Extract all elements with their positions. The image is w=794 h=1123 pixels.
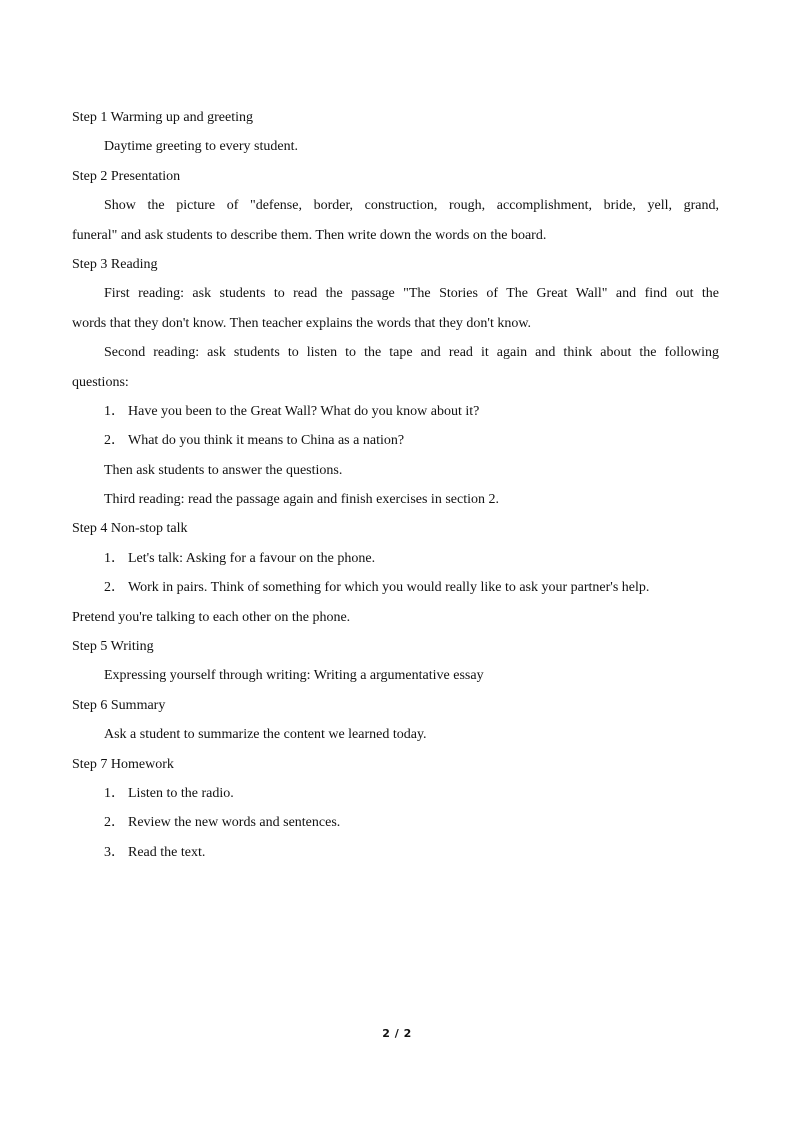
step-3-second-reading-line-1: Second reading: ask students to listen to the tape and read it again and think about the following	[104, 345, 719, 361]
step-2-line-1: Show the picture of "defense, border, construction, rough, accomplishment, bride, yell, grand,	[104, 198, 719, 214]
step-2-line-2: funeral" and ask students to describe them. Then write down the words on the board.	[72, 227, 547, 243]
step-1-heading: Step 1 Warming up and greeting	[72, 110, 253, 125]
step-6-heading: Step 6 Summary	[72, 697, 166, 713]
step-4-item-1	[72, 544, 719, 573]
list-number: 2．	[104, 815, 125, 831]
step-7-item-1	[72, 779, 719, 808]
step-5-body: Expressing yourself through writing: Writing a argumentative essay	[104, 668, 484, 684]
document-body	[72, 103, 719, 867]
list-text: Work in pairs. Think of something for which you would really like to ask your partner's help.	[128, 580, 650, 596]
list-number: 1．	[104, 550, 125, 566]
step-4-item-2-continued: Pretend you're talking to each other on the phone.	[72, 609, 351, 625]
list-number: 1．	[104, 785, 125, 801]
step-4-item-2	[72, 573, 719, 602]
list-number: 1．	[104, 403, 125, 419]
list-text: Have you been to the Great Wall? What do you know about it?	[128, 403, 480, 419]
list-number: 2．	[104, 433, 125, 449]
list-number: 3．	[104, 844, 125, 860]
step-4-heading: Step 4 Non-stop talk	[72, 521, 188, 537]
list-number: 2．	[104, 580, 125, 596]
step-3-question-1	[72, 397, 719, 426]
list-text: Let's talk: Asking for a favour on the phone.	[128, 550, 376, 566]
list-text: Listen to the radio.	[128, 785, 234, 801]
list-text: What do you think it means to China as a nation?	[128, 433, 405, 449]
step-3-then: Then ask students to answer the questions.	[104, 462, 343, 478]
step-2-heading: Step 2 Presentation	[72, 168, 181, 184]
step-7-heading: Step 7 Homework	[72, 756, 174, 772]
step-7-item-3	[72, 838, 719, 867]
step-7-item-2	[72, 808, 719, 837]
step-1-body: Daytime greeting to every student.	[104, 139, 298, 155]
step-5-heading: Step 5 Writing	[72, 639, 154, 655]
step-3-third-reading: Third reading: read the passage again and finish exercises in section 2.	[104, 492, 499, 508]
step-3-first-reading-line-2: words that they don't know. Then teacher explains the words that they don't know.	[72, 315, 532, 331]
list-text: Review the new words and sentences.	[128, 815, 341, 831]
step-6-body: Ask a student to summarize the content we learned today.	[104, 727, 427, 743]
step-3-heading: Step 3 Reading	[72, 256, 158, 272]
page-number: 2 / 2	[382, 1027, 412, 1040]
step-3-second-reading-line-2: questions:	[72, 374, 129, 390]
step-3-question-2	[72, 426, 719, 455]
step-3-first-reading-line-1: First reading: ask students to read the passage "The Stories of The Great Wall" and find out the	[104, 286, 719, 302]
list-text: Read the text.	[128, 844, 206, 860]
